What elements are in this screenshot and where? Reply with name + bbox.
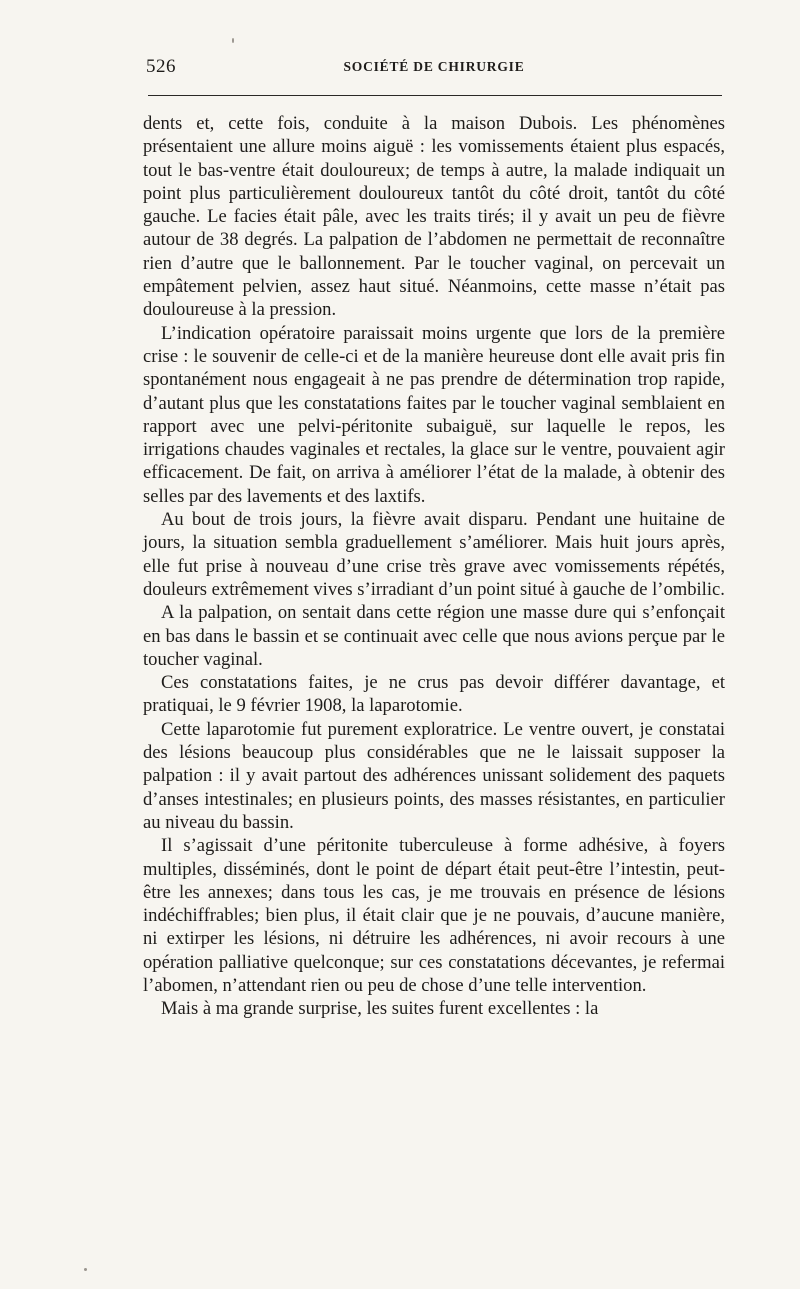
- paper-speck: [84, 1268, 87, 1271]
- paragraph: Ces constatations faites, je ne crus pas devoir différer davantage, et pratiquai, le 9 février 1908, la laparotomie.: [143, 672, 725, 717]
- paragraph: Il s’agissait d’une péritonite tuberculeuse à forme adhésive, à foyers multiples, disséminés, dont le point de départ était peut-être l’intestin, peut-être les annexes; dans tous les cas, je me trouvais en présence de lésions indéchiffrables; bien plus, il était clair que je ne pouvais, d’aucune manière, ni extirper les lésions, ni détruire les adhérences, ni avoir recours à une opération palliative quelconque; sur ces constatations décevantes, je refermai l’abomen, n’attendant rien ou peu de chose d’une telle intervention.: [143, 835, 725, 996]
- paragraph-last: Mais à ma grande surprise, les suites furent excellentes : la: [161, 998, 599, 1020]
- page-header: [146, 56, 722, 82]
- body-text: [143, 112, 725, 1021]
- paper-speck: [232, 38, 234, 43]
- paragraph: Cette laparotomie fut purement exploratrice. Le ventre ouvert, je constatai des lésions beaucoup plus considérables que ne le laissait supposer la palpation : il y avait partout des adhérences unissant solidement des paquets d’anses intestinales; en plusieurs points, des masses résistantes, en particulier au niveau du bassin.: [143, 718, 725, 833]
- running-head: SOCIÉTÉ DE CHIRURGIE: [343, 59, 525, 74]
- paragraph: L’indication opératoire paraissait moins urgente que lors de la première crise : le souvenir de celle-ci et de la manière heureuse dont elle avait pris fin spontanément nous engageait à ne pas prendre de détermination trop rapide, d’autant plus que les constatations faites par le toucher vaginal semblaient en rapport avec une pelvi-péritonite subaiguë, sur laquelle le repos, les irrigations chaudes vaginales et rectales, la glace sur le ventre, pouvaient agir efficacement. De fait, on arriva à améliorer l’état de la malade, à obtenir des selles par des lavements et des laxtifs.: [143, 322, 725, 507]
- paragraph: Au bout de trois jours, la fièvre avait disparu. Pendant une huitaine de jours, la situation sembla graduellement s’améliorer. Mais huit jours après, elle fut prise à nouveau d’une crise très grave avec vomissements répétés, douleurs extrêmement vives s’irradiant d’un point situé à gauche de l’ombilic.: [143, 509, 725, 600]
- page-number: 526: [146, 56, 176, 77]
- paragraph: A la palpation, on sentait dans cette région une masse dure qui s’enfonçait en bas dans le bassin et se continuait avec celle que nous avions perçue par le toucher vaginal.: [143, 602, 725, 670]
- header-rule: [148, 95, 722, 96]
- paragraph-continued: dents et, cette fois, conduite à la maison Dubois. Les phénomènes présentaient une allure moins aiguë : les vomissements étaient plus espacés, tout le bas-ventre était douloureux; de temps à autre, la malade indiquait un point plus particulièrement douloureux tantôt du côté droit, tantôt du côté gauche. Le facies était pâle, avec les traits tirés; il y avait un peu de fièvre autour de 38 degrés. La palpation de l’abdomen ne permettait de reconnaître rien d’autre que le ballonnement. Par le toucher vaginal, on percevait un empâtement pelvien, assez haut situé. Néanmoins, cette masse n’était pas douloureuse à la pression.: [143, 113, 725, 321]
